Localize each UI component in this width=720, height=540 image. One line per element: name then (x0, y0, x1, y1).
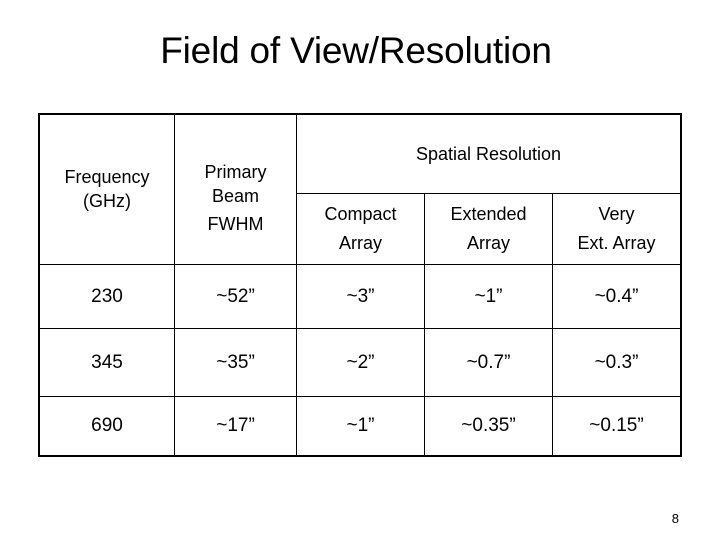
primary-beam-header (175, 115, 296, 264)
primary-beam-header-line-2: Beam (211, 185, 260, 206)
frequency-header-line-2: (GHz) (83, 190, 131, 211)
table-cell-extended: ~0.7” (466, 351, 511, 373)
table-cell-compact: ~3” (346, 285, 375, 307)
primary-beam-header-line-3: FWHM (207, 213, 264, 234)
slide-title: Field of View/Resolution (160, 30, 552, 71)
very-extended-array-header-line-1: Very (598, 204, 635, 224)
table-cell-compact: ~2” (346, 351, 375, 373)
compact-array-header (297, 194, 424, 264)
table-cell-very-extended: ~0.4” (594, 285, 639, 307)
table-cell-frequency: 345 (91, 351, 123, 373)
table-cell-very-extended: ~0.3” (594, 351, 639, 373)
frequency-header-line-1: Frequency (64, 166, 150, 187)
table-cell-very-extended: ~0.15” (589, 415, 644, 436)
table-cell-extended: ~1” (474, 285, 503, 307)
table-cell-primary-beam: ~52” (216, 285, 255, 307)
table-cell-primary-beam: ~35” (216, 351, 255, 373)
extended-array-header (425, 194, 552, 264)
spatial-resolution-header: Spatial Resolution (415, 144, 562, 164)
table-cell-primary-beam: ~17” (216, 415, 255, 436)
compact-array-header-line-2: Array (338, 233, 382, 253)
table-cell-frequency: 690 (91, 415, 123, 436)
table-cell-frequency: 230 (91, 285, 123, 307)
extended-array-header-line-1: Extended (450, 204, 527, 224)
table-cell-compact: ~1” (346, 415, 375, 436)
primary-beam-header-line-1: Primary (204, 161, 267, 182)
page-number: 8 (671, 511, 679, 526)
extended-array-header-line-2: Array (466, 233, 510, 253)
compact-array-header-line-1: Compact (324, 204, 397, 224)
resolution-table (38, 113, 682, 457)
table-cell-extended: ~0.35” (461, 415, 516, 436)
very-extended-array-header (553, 194, 680, 264)
frequency-header (40, 115, 174, 264)
very-extended-array-header-line-2: Ext. Array (577, 233, 656, 253)
